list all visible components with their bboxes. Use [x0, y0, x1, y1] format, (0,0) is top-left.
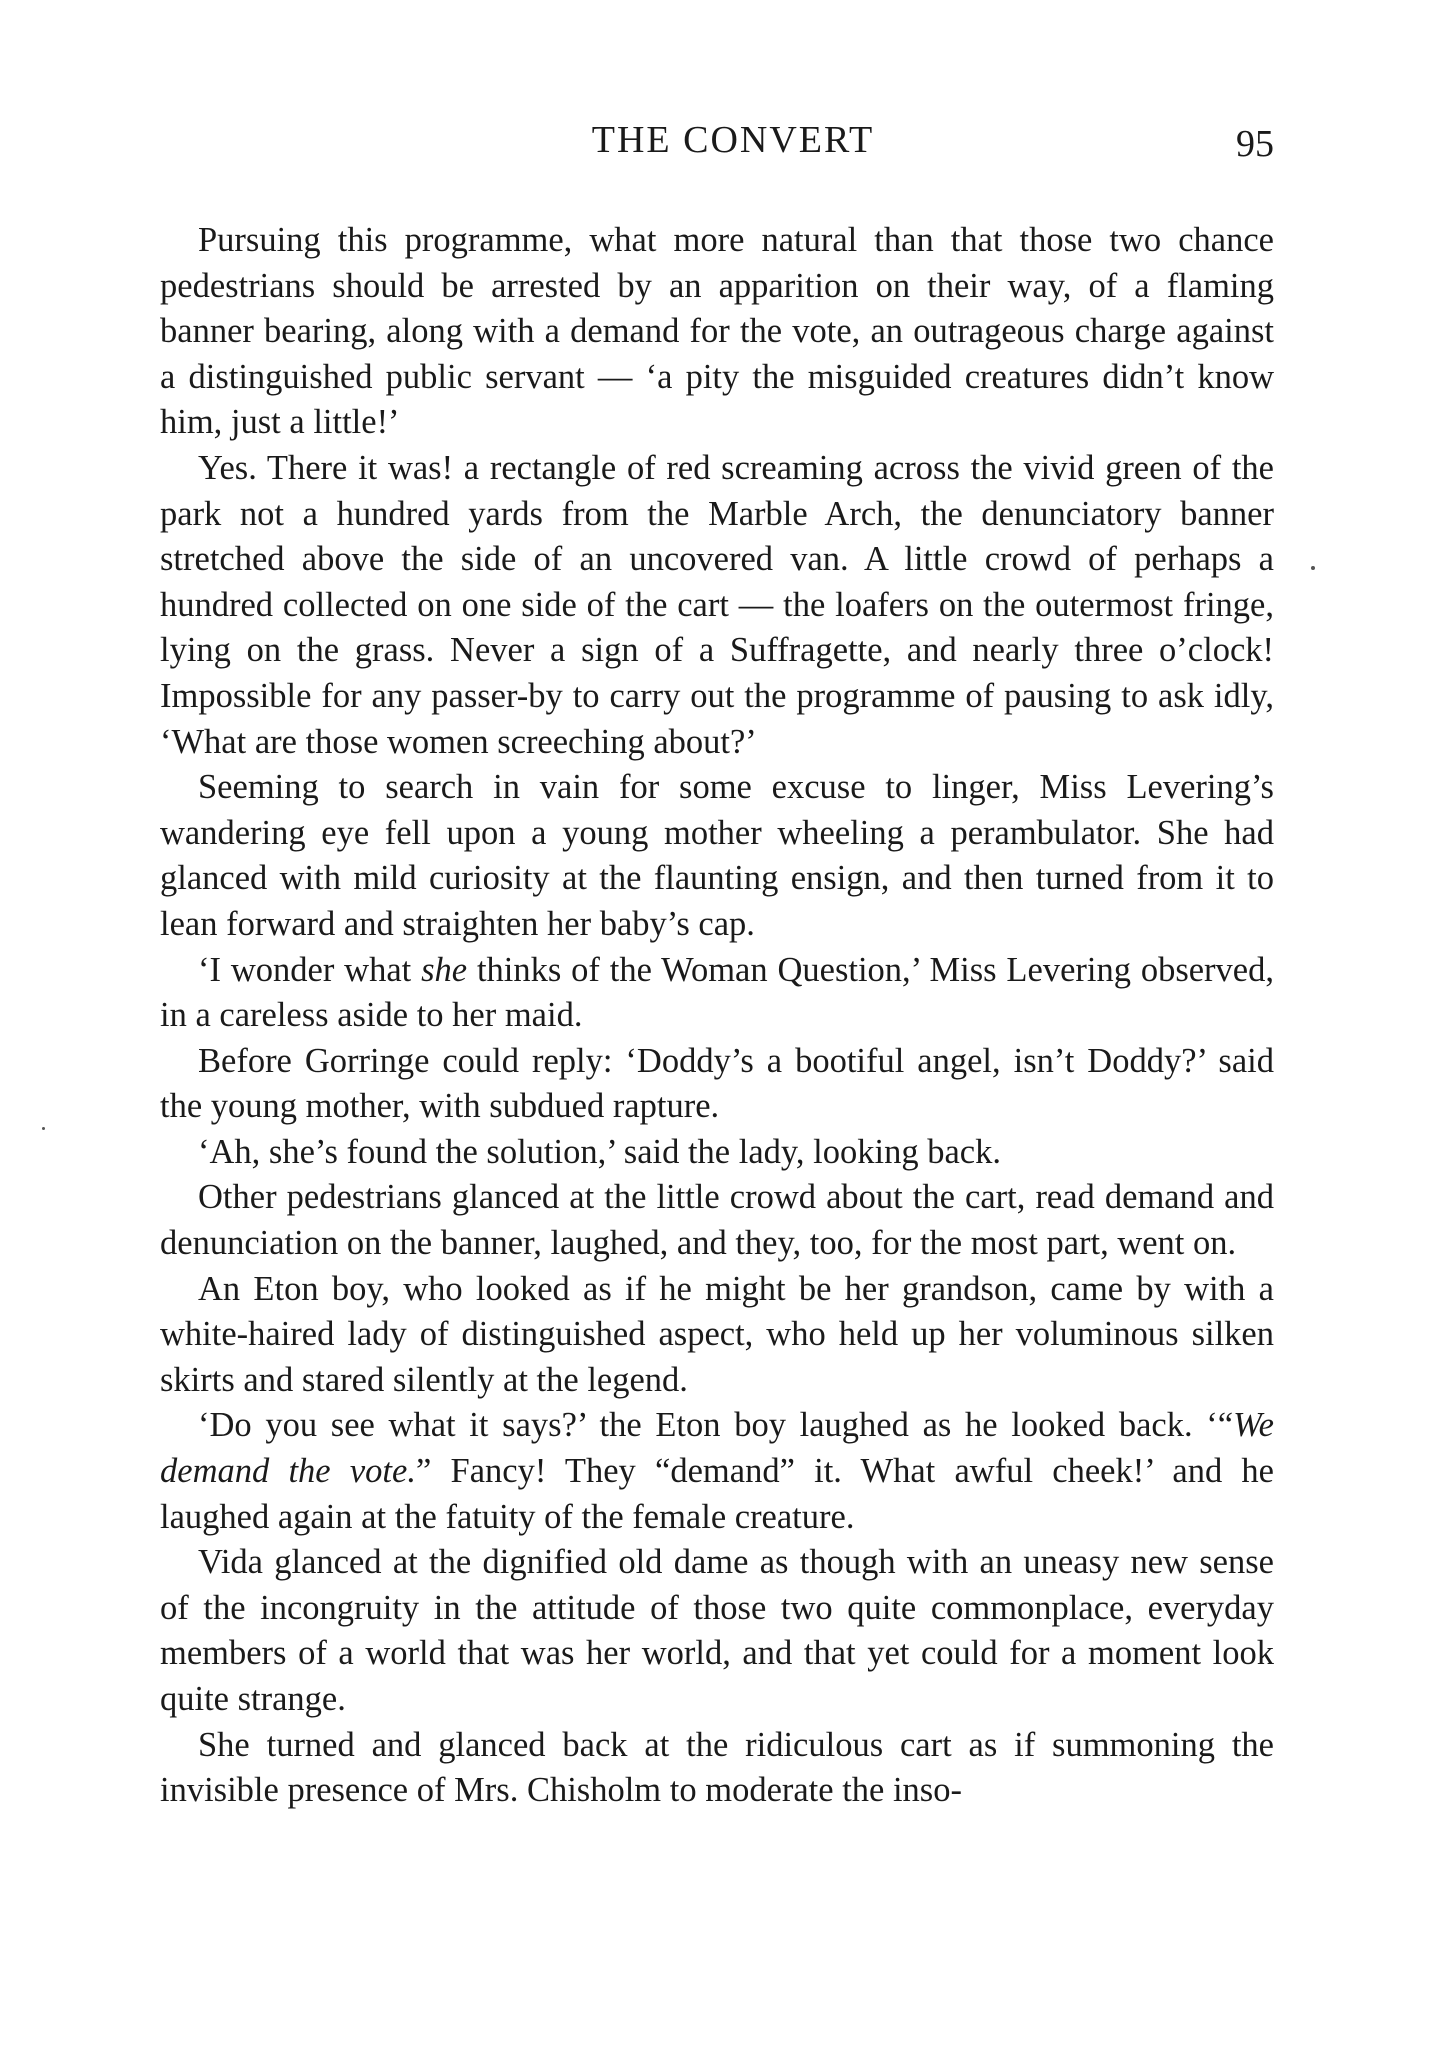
text-run: ” Fancy! They “demand” it. What awful cheek!’ and he laughed again at the fatuity of the female creature.: [160, 1452, 1274, 1536]
running-title: THE CONVERT: [591, 119, 875, 161]
paragraph: [160, 1267, 1274, 1404]
text-run: An Eton boy, who looked as if he might be her grandson, came by with a white-haired lady of distinguished aspect, who held up her voluminous silken skirts and stared silently at the legend.: [160, 1269, 1274, 1399]
text-run: Vida glanced at the dignified old dame as though with an uneasy new sense of the incongruity in the attitude of those two quite commonplace, everyday members of a world that was her world, and that yet could for a moment look quite strange.: [160, 1543, 1274, 1718]
paragraph: [160, 765, 1274, 947]
print-speck: [1311, 566, 1315, 570]
text-run: ‘Do you see what it says?’ the Eton boy laughed as he looked back. ‘“: [198, 1406, 1234, 1445]
text-run: Before Gorringe could reply: ‘Doddy’s a bootiful angel, isn’t Doddy?’ said the young mother, with subdued rapture.: [160, 1041, 1274, 1126]
paragraph: [160, 1540, 1274, 1722]
print-speck: [42, 1127, 45, 1130]
text-run: thinks of the Woman Question,’ Miss Levering observed, in a careless aside to her maid.: [160, 950, 1274, 1035]
page-number: 95: [1236, 123, 1274, 165]
paragraph: [160, 1723, 1274, 1814]
text-run: She turned and glanced back at the ridiculous cart as if summoning the invisible presence of Mrs. Chisholm to moderate the inso-: [160, 1725, 1274, 1810]
paragraph: [160, 1130, 1274, 1176]
text-run: Yes. There it was! a rectangle of red screaming across the vivid green of the park not a hundred yards from the Marble Arch, the denunciatory banner stretched above the side of an uncovered van. A little crowd of perhaps a hundred collected on one side of the cart — the loafers on the outermost fringe, lying on the grass. Never a sign of a Suffragette, and nearly three o’clock! Impossible for any passer-by to carry out the programme of pausing to ask idly, ‘What are those women screeching about?’: [160, 448, 1274, 761]
text-run: ‘Ah, she’s found the solution,’ said the lady, looking back.: [198, 1132, 1001, 1171]
body-text: [160, 218, 1274, 1814]
running-head: [192, 118, 1274, 168]
text-run: Pursuing this programme, what more natural than that those two chance pedestrians should be arrested by an apparition on their way, of a flaming banner bearing, along with a demand for the vote, an outrageous charge against a distinguished public servant — ‘a pity the misguided creatures didn’t know him, just a little!’: [160, 221, 1274, 442]
paragraph: [160, 948, 1274, 1039]
paragraph: [160, 1175, 1274, 1266]
italic-text: she: [421, 950, 468, 989]
paragraph: [160, 1039, 1274, 1130]
italic-text: We demand the vote.: [160, 1406, 1274, 1491]
text-run: Other pedestrians glanced at the little crowd about the cart, read demand and denunciation on the banner, laughed, and they, too, for the most part, went on.: [160, 1178, 1274, 1263]
paragraph: [160, 446, 1274, 765]
text-run: ‘I wonder what: [198, 950, 422, 989]
text-run: Seeming to search in vain for some excuse to linger, Miss Levering’s wandering eye fell upon a young mother wheeling a perambulator. She had glanced with mild curiosity at the flaunting ensign, and then turned from it to lean forward and straighten her baby’s cap.: [160, 768, 1274, 943]
paragraph: [160, 1403, 1274, 1540]
paragraph: [160, 218, 1274, 446]
